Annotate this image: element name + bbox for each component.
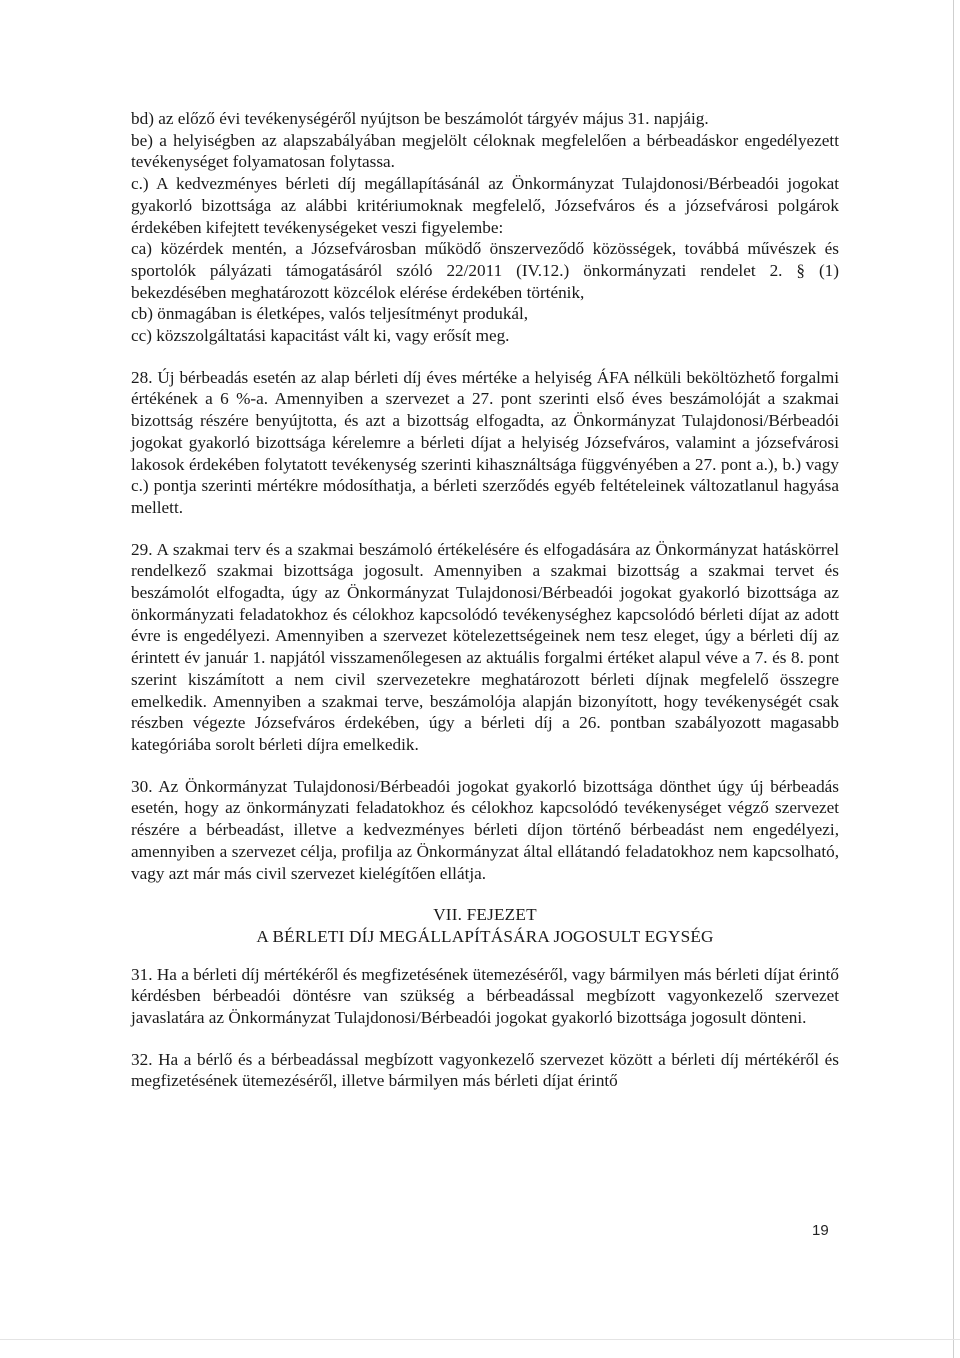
paragraph-30: 30. Az Önkormányzat Tulajdonosi/Bérbeadói jogokat gyakorló bizottsága dönthet úgy új bérbeadás esetén, hogy az önkormányzati feladatokhoz és célokhoz kapcsolódó tevékenységet végző szervezet részére a bérbeadást, illetve a kedvezményes bérleti díjon történő bérbeadást nem engedélyezi, amennyiben a szervezet célja, profilja az Önkormányzat által ellátandó feladatokhoz nem kapcsolható, vagy azt már más civil szervezet kielégítően ellátja. [131, 776, 839, 883]
section-c-intro: c.) A kedvezményes bérleti díj megállapításánál az Önkormányzat Tulajdonosi/Bérbeadói jogokat gyakorló bizottsága az alábbi kritériumoknak megfelelő, Józsefváros és a józsefvárosi polgárok érdekében kifejtett tevékenységeket veszi figyelembe: [131, 174, 839, 237]
list-item-ca: ca) közérdek mentén, a Józsefvárosban működő önszerveződő közösségek, továbbá művészek és sportolók pályázati támogatásáról szóló 22/2011 (IV.12.) önkormányzati rendelet 2. § (1) bekezdésében meghatározott közcélok elérése érdekében történik, [131, 239, 839, 302]
list-item-bd: bd) az előző évi tevékenységéről nyújtson be beszámolót tárgyév május 31. napjáig. [131, 109, 709, 128]
scan-bottom-line [0, 1339, 960, 1340]
list-item-cb: cb) önmagában is életképes, valós teljesítményt produkál, [131, 304, 529, 324]
chapter-number: VII. FEJEZET [433, 905, 537, 925]
paragraph-29: 29. A szakmai terv és a szakmai beszámoló értékelésére és elfogadására az Önkormányzat hatáskörrel rendelkező szakmai bizottsága jogosult. Amennyiben a szakmai bizottság a szakmai tervet és beszámolót elfogadta, úgy az Önkormányzat Tulajdonosi/Bérbeadói jogokat gyakorló bizottsága az önkormányzati feladatokhoz és célokhoz kapcsolódó tevékenységhez kapcsolódó bérleti díjat az adott évre is engedélyezi. Amennyiben a szervezet kötelezettségeinek nem tesz eleget, úgy a bérleti díj az érintett év január 1. napjától visszamenőlegesen az aktuális forgalmi értéket alapul véve a 7. és 8. pont szerint kiszámított a nem civil szervezetekre meghatározott bérleti díjnak megfelelő összegre emelkedik. Amennyiben a szakmai terve, beszámolója alapján bizonyított, hogy tevékenységét csak részben végezte Józsefváros érdekében, úgy a bérleti díj a 26. pontban szabályozott magasabb kategóriába sorolt bérleti díjra emelkedik. [131, 539, 839, 754]
paragraph-28: 28. Új bérbeadás esetén az alap bérleti díj éves mértéke a helyiség ÁFA nélküli beköltözhető forgalmi értékének a 6 %-a. Amennyiben a szervezet a 27. pont szerinti első éves beszámolóját a szakmai bizottság részére benyújtotta, és azt a bizottság elfogadta, az Önkormányzat Tulajdonosi/Bérbeadói jogokat gyakorló bizottsága kérelemre a bérleti díjat a helyiség Józsefváros, valamint a józsefvárosi lakosok érdekében folytatott tevékenység szerinti kihasználtsága függvényében a 27. pont a.), b.) vagy c.) pontja szerinti mértékre módosíthatja, a bérleti szerződés egyéb feltételeinek változatlanul hagyása mellett. [131, 367, 839, 517]
page-number: 19 [812, 1222, 829, 1239]
document-body [131, 108, 839, 1092]
chapter-title: A BÉRLETI DÍJ MEGÁLLAPÍTÁSÁRA JOGOSULT EGYSÉG [256, 926, 714, 946]
list-item-be: be) a helyiségben az alapszabályában megjelölt céloknak megfelelően a bérbeadáskor engedélyezett tevékenységet folyamatosan folytassa. [131, 130, 839, 172]
scan-edge-line [953, 0, 954, 1358]
paragraph-31: 31. Ha a bérleti díj mértékéről és megfizetésének ütemezéséről, vagy bármilyen más bérleti díjat érintő kérdésben bérbeadói döntésre van szükség a bérbeadással megbízott vagyonkezelő szervezet javaslatára az Önkormányzat Tulajdonosi/Bérbeadói jogokat gyakorló bizottsága jogosult dönteni. [131, 964, 839, 1028]
list-item-cc: cc) közszolgáltatási kapacitást vált ki, vagy erősít meg. [131, 326, 510, 346]
paragraph-32: 32. Ha a bérlő és a bérbeadással megbízott vagyonkezelő szervezet között a bérleti díj mértékéről és megfizetésének ütemezéséről, illetve bármilyen más bérleti díjat érintő [131, 1049, 839, 1091]
